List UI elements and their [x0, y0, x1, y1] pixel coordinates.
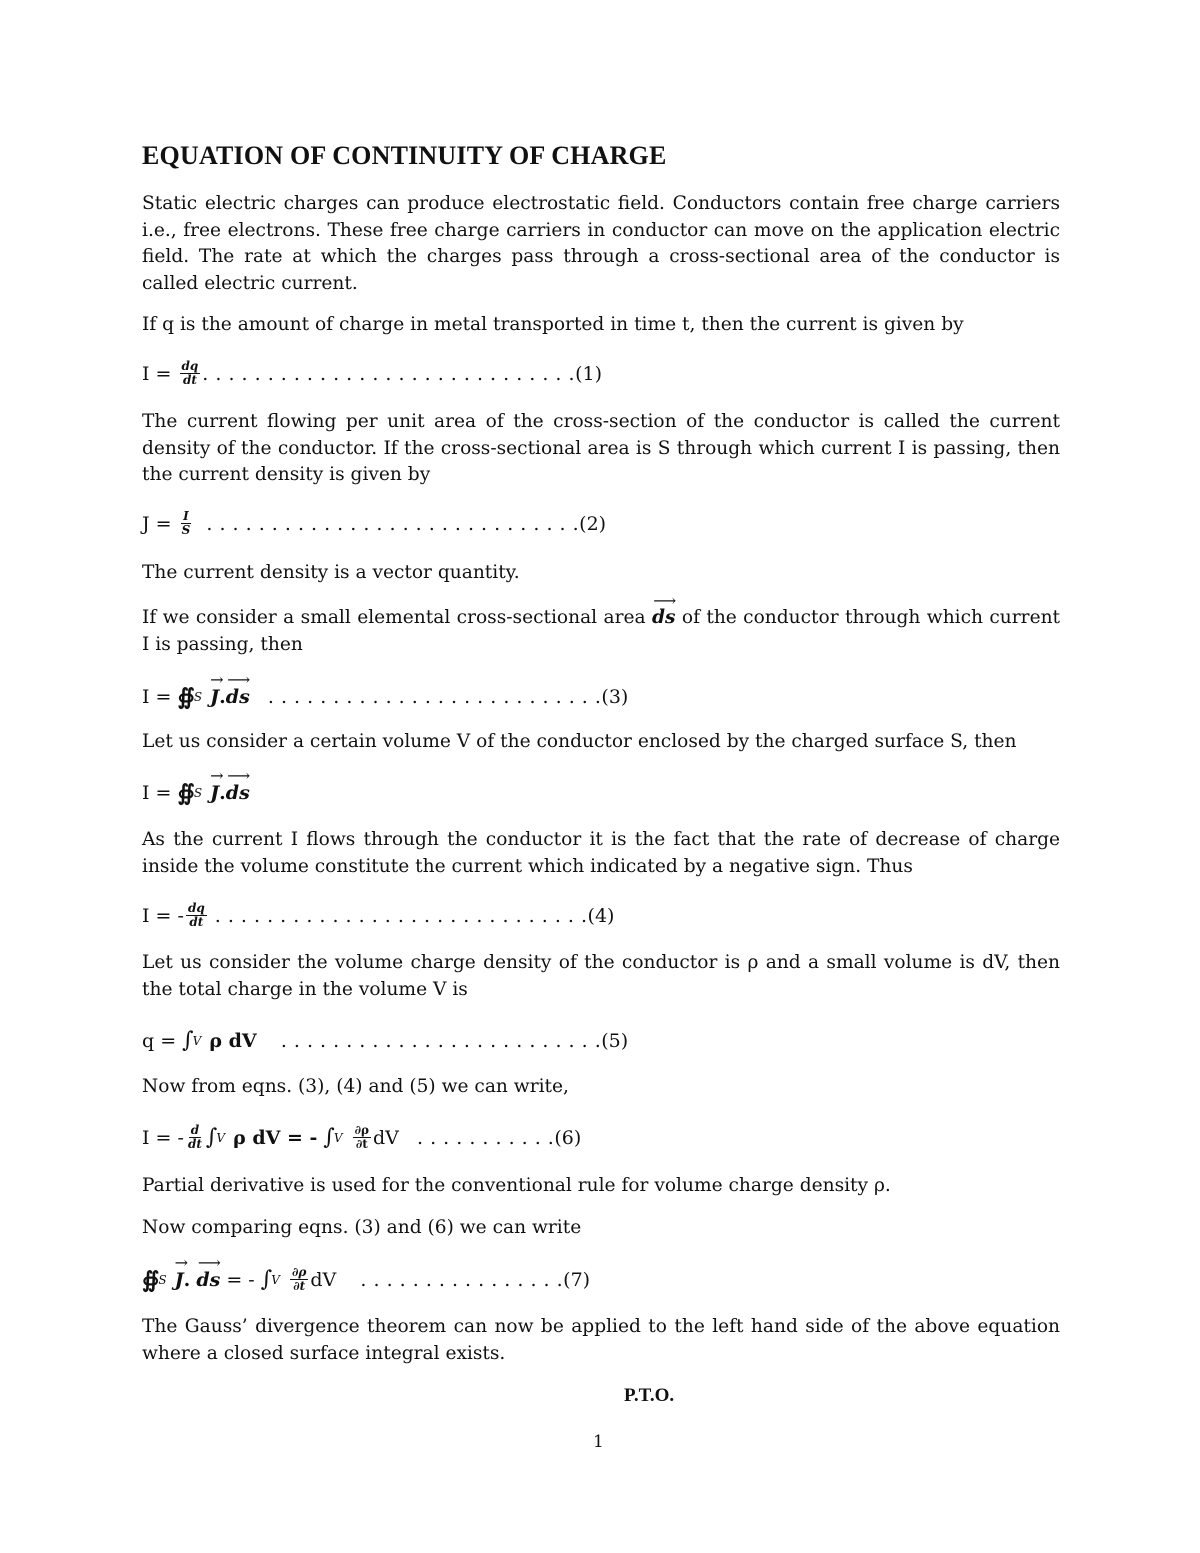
eq7-j-vector: → J	[175, 1267, 184, 1293]
page-number: 1	[593, 1432, 604, 1452]
eq4-tag: (4)	[587, 904, 615, 927]
paragraph-current-def: If q is the amount of charge in metal transported in time t, then the current is given by	[142, 314, 964, 335]
paragraph-intro: Static electric charges can produce electrostatic field. Conductors contain free charge carriers i.e., free electrons. These free charge carriers in conductor can move on the application electric field. The rate at which the charges pass through a cross-sectional area of the conductor is called electric current.	[142, 193, 1060, 294]
eq2-numerator: I	[183, 509, 189, 523]
eq3-lhs: I =	[142, 686, 172, 708]
please-turn-over: P.T.O.	[624, 1385, 675, 1406]
eq7-surface-integral: ∯	[142, 1266, 160, 1293]
eq6-denominator: dt	[187, 1137, 202, 1151]
eq6-tail: dV	[373, 1126, 399, 1149]
eq6-integral-subscript-2: V	[333, 1130, 343, 1145]
eq1-dots: . . . . . . . . . . . . . . . . . . . . . . . . . . . . .	[202, 362, 576, 385]
eq7-dots: . . . . . . . . . . . . . . . .	[360, 1268, 564, 1291]
eq3b-lhs: I =	[142, 782, 172, 804]
eq3b-j-vector: → J	[210, 780, 219, 806]
eq7-partial-denominator: ∂t	[293, 1279, 306, 1293]
eq7-integral-subscript: S	[158, 1272, 167, 1287]
eq4-numerator: dq	[187, 901, 205, 915]
eq2-lhs: J =	[142, 512, 172, 535]
eq6-partial-denominator: ∂t	[355, 1137, 368, 1151]
equation-7	[142, 1266, 590, 1293]
eq3b-dot: .	[219, 782, 226, 804]
eq3b-integral-subscript: S	[193, 786, 203, 800]
eq6-tag: (6)	[554, 1126, 582, 1149]
eq1-numerator: dq	[181, 359, 199, 373]
eq7-partial-numerator: ∂ρ	[291, 1265, 307, 1279]
paragraph-comparing: Now comparing eqns. (3) and (6) we can write	[142, 1217, 582, 1238]
eq1-lhs: I =	[142, 362, 172, 385]
eq3b-ds-vector: ⟶ ds	[226, 780, 250, 806]
eq5-tag: (5)	[601, 1030, 629, 1052]
paragraph-vector-quantity: The current density is a vector quantity.	[142, 562, 520, 583]
eq5-integral-subscript: V	[192, 1034, 202, 1048]
eq1-tag: (1)	[575, 362, 602, 385]
eq2-denominator: S	[181, 523, 191, 537]
equation-1	[142, 360, 602, 387]
paragraph-rate-of-decrease: As the current I flows through the conductor it is the fact that the rate of decrease of charge inside the volume constitute the current which indicated by a negative sign. Thus	[142, 829, 1060, 877]
paragraph-charge-density: Let us consider the volume charge density of the conductor is ρ and a small volume is dV, then the total charge in the volume V is	[142, 952, 1060, 1000]
paragraph-elemental-area-start: If we consider a small elemental cross-sectional area	[142, 607, 646, 628]
eq4-lhs: I = -	[142, 904, 184, 927]
eq4-denominator: dt	[189, 915, 204, 929]
paragraph-volume: Let us consider a certain volume V of the conductor enclosed by the charged surface S, then	[142, 731, 1017, 752]
eq2-tag: (2)	[579, 512, 607, 535]
eq5-dots: . . . . . . . . . . . . . . . . . . . . . . . . .	[280, 1030, 602, 1052]
eq6-fraction	[186, 1124, 204, 1151]
equation-2	[142, 510, 606, 537]
paragraph-gauss: The Gauss’ divergence theorem can now be applied to the left hand side of the above equation where a closed surface integral exists.	[142, 1316, 1060, 1364]
eq3-tag: (3)	[601, 686, 629, 708]
eq1-denominator: dt	[182, 373, 197, 387]
eq7-partial-fraction	[290, 1266, 308, 1293]
eq7-tag: (7)	[563, 1268, 591, 1291]
page-title: EQUATION OF CONTINUITY OF CHARGE	[142, 141, 667, 170]
paragraph-current-density: The current flowing per unit area of the cross-section of the conductor is called the current density of the conductor. If the cross-sectional area is S through which current I is passing, then the current density is given by	[142, 411, 1060, 485]
eq4-dots: . . . . . . . . . . . . . . . . . . . . . . . . . . . . .	[214, 904, 588, 927]
paragraph-elemental-area-end: of the conductor through which current I is passing, then	[142, 607, 1061, 655]
paragraph-partial-derivative: Partial derivative is used for the conventional rule for volume charge density ρ.	[142, 1175, 891, 1196]
eq2-dots: . . . . . . . . . . . . . . . . . . . . . . . . . . . . .	[206, 512, 580, 535]
eq7-ds-vector: ⟶ ds	[196, 1267, 220, 1293]
eq7-equals: = -	[226, 1268, 255, 1291]
eq6-integral-subscript: V	[216, 1130, 226, 1145]
eq7-tail: dV	[310, 1268, 337, 1291]
eq7-integral-subscript-2: V	[271, 1272, 280, 1287]
eq3-surface-integral: ∯	[177, 684, 195, 710]
equation-5	[142, 1028, 628, 1054]
equation-4	[142, 902, 614, 929]
eq7-volume-integral: ∫	[260, 1266, 273, 1292]
eq3b-surface-integral: ∯	[177, 780, 195, 806]
eq3-dots: . . . . . . . . . . . . . . . . . . . . . . . . . .	[267, 686, 602, 708]
eq1-fraction	[180, 360, 201, 387]
eq6-dots: . . . . . . . . . . .	[417, 1126, 555, 1149]
eq3-ds-vector: ⟶ ds	[226, 684, 250, 710]
equation-6	[142, 1124, 581, 1151]
eq2-fraction	[180, 510, 193, 537]
equation-3-repeat	[142, 780, 250, 806]
eq3-dot: .	[219, 686, 226, 708]
eq5-volume-integral: ∫	[182, 1028, 194, 1053]
eq3-integral-subscript: S	[193, 690, 203, 704]
eq6-partial-numerator: ∂ρ	[354, 1123, 369, 1137]
paragraph-from-eqns: Now from eqns. (3), (4) and (5) we can write,	[142, 1076, 569, 1097]
ds-vector: ⟶ ds	[652, 605, 675, 632]
equation-3	[142, 684, 628, 710]
eq6-partial-fraction	[353, 1124, 371, 1151]
eq5-integrand: ρ dV	[209, 1030, 257, 1052]
eq3-j-vector: → J	[210, 684, 219, 710]
eq6-volume-integral: ∫	[205, 1124, 218, 1150]
eq6-integrand: ρ dV = -	[233, 1126, 318, 1149]
paragraph-elemental-area	[142, 605, 1060, 658]
eq5-lhs: q =	[142, 1030, 177, 1052]
eq6-lhs: I = -	[142, 1126, 184, 1149]
eq7-dot: .	[183, 1268, 191, 1291]
eq4-fraction	[186, 902, 207, 929]
eq6-volume-integral-2: ∫	[323, 1124, 335, 1150]
eq6-numerator: d	[190, 1123, 200, 1137]
